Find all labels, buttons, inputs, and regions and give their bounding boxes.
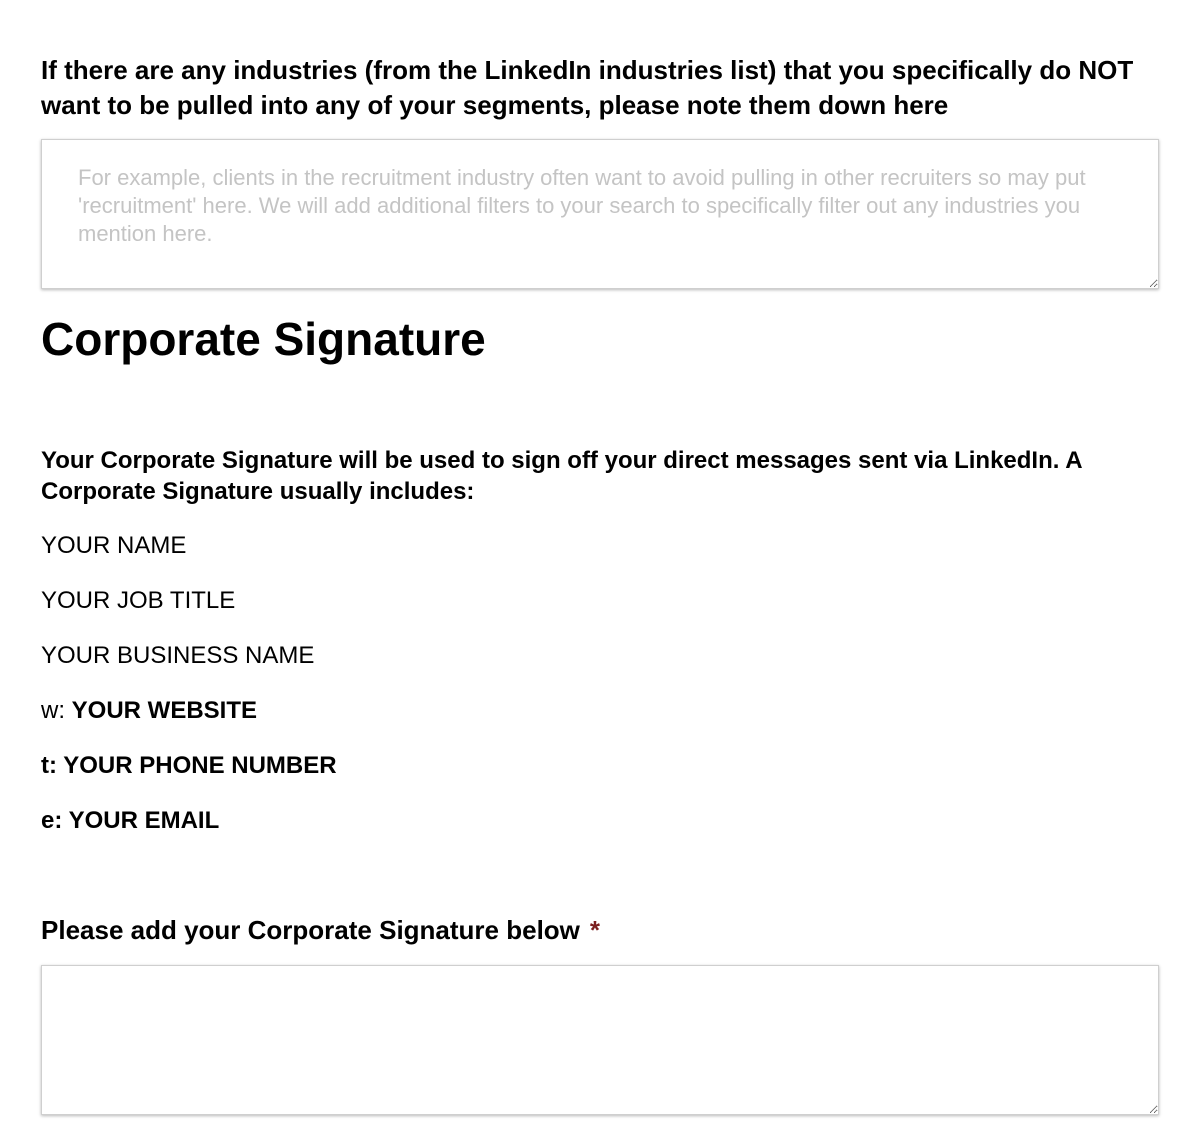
signature-example-website: YOUR WEBSITE [71, 697, 258, 724]
signature-example-business-name: YOUR BUSINESS NAME [41, 642, 315, 669]
required-marker: * [589, 915, 601, 945]
signature-example-website-line [41, 696, 257, 726]
exclude-industries-textarea[interactable] [41, 139, 1159, 289]
exclude-industries-label: If there are any industries (from the LinkedIn industries list) that you specifically do NOT want to be pulled into any of your segments, please note them down here [41, 55, 1134, 120]
corporate-signature-textarea[interactable] [41, 965, 1159, 1115]
corporate-signature-field-label: Please add your Corporate Signature below [41, 915, 580, 945]
signature-example-phone: t: YOUR PHONE NUMBER [41, 752, 337, 779]
corporate-signature-intro: Your Corporate Signature will be used to sign off your direct messages sent via LinkedIn. A Corporate Signature usually includes: [41, 447, 1082, 505]
signature-example-name: YOUR NAME [41, 532, 187, 559]
corporate-signature-field-label-row [41, 913, 600, 948]
section-title-corporate-signature: Corporate Signature [41, 313, 486, 365]
signature-example-job-title: YOUR JOB TITLE [41, 587, 236, 614]
signature-example-email: e: YOUR EMAIL [41, 807, 220, 834]
signature-example-website-prefix: w: [41, 697, 72, 724]
